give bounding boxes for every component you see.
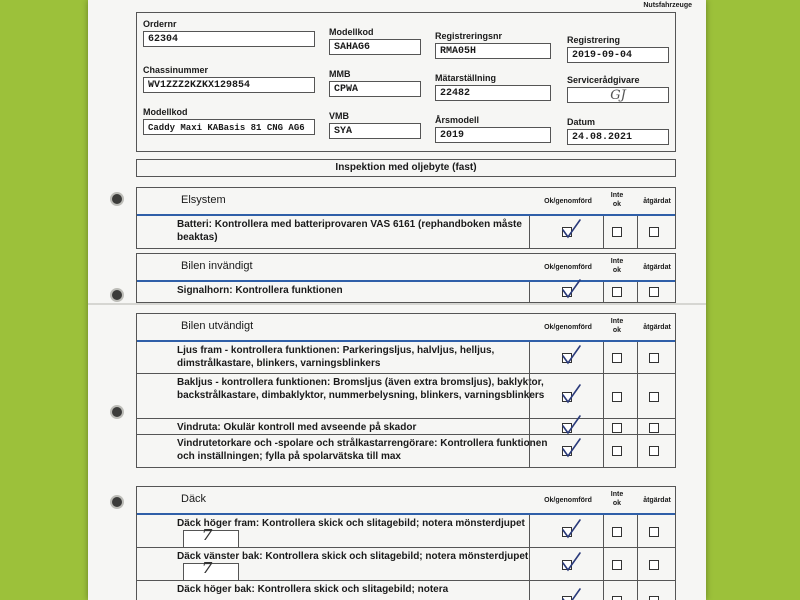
modellkod-top-field [329, 27, 421, 55]
section-title: Bilen utvändigt [181, 320, 254, 332]
checklist-row [137, 342, 675, 374]
fixed-checkbox[interactable] [649, 287, 659, 297]
field-value: CPWA [329, 81, 421, 97]
checklist-row [137, 282, 675, 302]
header-note: Nutsfahrzeuge [643, 2, 692, 9]
row-text [177, 550, 565, 581]
check-mark-icon [558, 218, 584, 240]
punch-hole [110, 288, 124, 302]
checklist-row [137, 419, 675, 435]
ordernr-field [143, 19, 315, 47]
check-mark-icon [558, 344, 584, 366]
fixed-checkbox[interactable] [649, 560, 659, 570]
field-label: MMB [329, 69, 351, 79]
checklist-row [137, 435, 675, 467]
row-description: Vindrutetorkare och -spolare och strålkastarrengörare: Kontrollera funktionen och inställningen; fylla på spolarvätska till max [177, 438, 548, 462]
cell-divider [529, 216, 530, 248]
cell-divider [637, 515, 638, 547]
column-header: Ok/genomförd [544, 264, 592, 271]
field-label: Modellkod [143, 107, 188, 117]
field-value: WV1ZZZ2KZKX129854 [143, 77, 315, 93]
field-label: Registrering [567, 35, 621, 45]
row-text [177, 344, 565, 370]
fixed-checkbox[interactable] [649, 423, 659, 433]
servicerad-field [567, 75, 669, 103]
section-header [137, 487, 675, 515]
section-1 [136, 253, 676, 303]
chassinummer-field [143, 65, 315, 93]
cell-divider [603, 282, 604, 302]
cell-divider [603, 374, 604, 418]
cell-divider [603, 419, 604, 434]
row-text [177, 437, 565, 463]
not-ok-checkbox[interactable] [612, 287, 622, 297]
vmb-field [329, 111, 421, 139]
cell-divider [637, 435, 638, 467]
inspection-title: Inspektion med oljebyte (fast) [136, 159, 676, 177]
column-header: Ok/genomförd [544, 324, 592, 331]
cell-divider [529, 282, 530, 302]
checklist-row [137, 548, 675, 581]
section-0 [136, 187, 676, 249]
cell-divider [637, 581, 638, 600]
tread-depth-value: 7 [202, 559, 213, 577]
row-description: Däck höger bak: Kontrollera skick och slitagebild; notera [177, 584, 449, 595]
cell-divider [529, 548, 530, 580]
cell-divider [529, 374, 530, 418]
field-value: Caddy Maxi KABasis 81 CNG AG6 [143, 119, 315, 135]
row-description: Bakljus - kontrollera funktionen: Bromsljus (även extra bromsljus), baklyktor, backstrålkastare, dimbaklyktor, nummerbelysning, blinkers, varningsblinkers [177, 377, 545, 401]
row-description: Signalhorn: Kontrollera funktionen [177, 285, 343, 296]
cell-divider [637, 342, 638, 373]
checklist-row [137, 216, 675, 248]
field-label: VMB [329, 111, 349, 121]
cell-divider [637, 282, 638, 302]
field-label: Chassinummer [143, 65, 209, 75]
field-label: Mätarställning [435, 73, 497, 83]
row-text [177, 583, 565, 596]
cell-divider [603, 342, 604, 373]
cell-divider [637, 374, 638, 418]
section-title: Elsystem [181, 194, 226, 206]
cell-divider [529, 435, 530, 467]
vehicle-info-box [136, 12, 676, 152]
checklist-row [137, 515, 675, 548]
column-header: åtgärdat [643, 497, 671, 504]
not-ok-checkbox[interactable] [612, 392, 622, 402]
field-label: Modellkod [329, 27, 374, 37]
not-ok-checkbox[interactable] [612, 353, 622, 363]
row-description: Däck vänster bak: Kontrollera skick och slitagebild; notera mönsterdjupet [177, 551, 529, 562]
column-header: Inte [610, 491, 624, 498]
field-value: 2019 [435, 127, 551, 143]
check-mark-icon [558, 518, 584, 540]
row-text [177, 376, 565, 402]
check-mark-icon [558, 414, 584, 436]
field-value: SAHAG6 [329, 39, 421, 55]
row-text [177, 284, 565, 297]
column-header: åtgärdat [643, 324, 671, 331]
section-2 [136, 313, 676, 468]
modellkod-field [143, 107, 315, 135]
column-header: Inte [610, 318, 624, 325]
signature-initials: GJ [567, 87, 669, 103]
cell-divider [603, 581, 604, 600]
row-description: Däck höger fram: Kontrollera skick och slitagebild; notera mönsterdjupet [177, 518, 525, 529]
fixed-checkbox[interactable] [649, 227, 659, 237]
field-label: Datum [567, 117, 596, 127]
field-label: Ordernr [143, 19, 177, 29]
punch-hole [110, 405, 124, 419]
cell-divider [529, 419, 530, 434]
row-description: Ljus fram - kontrollera funktionen: Parkeringsljus, halvljus, helljus, dimstrålkastare, blinkers, varningsblinkers [177, 345, 495, 369]
tread-depth-field[interactable] [183, 526, 239, 548]
row-text [177, 421, 565, 434]
paper-fold [88, 303, 706, 305]
datum-field [567, 117, 669, 145]
section-header [137, 314, 675, 342]
fixed-checkbox[interactable] [649, 446, 659, 456]
cell-divider [637, 548, 638, 580]
matarstallning-field [435, 73, 551, 101]
check-mark-icon [558, 437, 584, 459]
cell-divider [603, 515, 604, 547]
arsmodell-field [435, 115, 551, 143]
row-description: Vindruta: Okulär kontroll med avseende på skador [177, 422, 417, 433]
section-3 [136, 486, 676, 600]
cell-divider [637, 419, 638, 434]
not-ok-checkbox[interactable] [612, 446, 622, 456]
column-header: Inte [610, 258, 624, 265]
punch-hole [110, 495, 124, 509]
not-ok-checkbox[interactable] [612, 527, 622, 537]
column-header: Ok/genomförd [544, 497, 592, 504]
tread-depth-field[interactable] [183, 559, 239, 581]
inspection-form [88, 0, 706, 600]
field-label: Registreringsnr [435, 31, 503, 41]
field-value: RMA05H [435, 43, 551, 59]
field-value: 24.08.2021 [567, 129, 669, 145]
column-header: ok [612, 327, 622, 334]
fixed-checkbox[interactable] [649, 527, 659, 537]
column-header: ok [612, 500, 622, 507]
not-ok-checkbox[interactable] [612, 227, 622, 237]
not-ok-checkbox[interactable] [612, 423, 622, 433]
cell-divider [529, 342, 530, 373]
checklist-row [137, 374, 675, 419]
not-ok-checkbox[interactable] [612, 560, 622, 570]
row-text [177, 218, 565, 244]
fixed-checkbox[interactable] [649, 353, 659, 363]
column-header: åtgärdat [643, 264, 671, 271]
cell-divider [637, 216, 638, 248]
section-title: Däck [181, 493, 207, 505]
field-label: Årsmodell [435, 115, 480, 125]
field-value: 62304 [143, 31, 315, 47]
cell-divider [603, 548, 604, 580]
fixed-checkbox[interactable] [649, 392, 659, 402]
column-header: Inte [610, 192, 624, 199]
not-ok-checkbox[interactable] [612, 596, 622, 600]
punch-hole [110, 192, 124, 206]
cell-divider [529, 581, 530, 600]
row-text [177, 517, 565, 548]
tread-depth-value: 7 [202, 526, 213, 544]
check-mark-icon [558, 278, 584, 300]
column-header: ok [612, 267, 622, 274]
cell-divider [603, 216, 604, 248]
fixed-checkbox[interactable] [649, 596, 659, 600]
column-header: åtgärdat [643, 198, 671, 205]
check-mark-icon [558, 551, 584, 573]
check-mark-icon [558, 383, 584, 405]
checklist-row [137, 581, 675, 600]
field-value: 2019-09-04 [567, 47, 669, 63]
field-value: SYA [329, 123, 421, 139]
field-label: Servicerådgivare [567, 75, 640, 85]
row-description: Batteri: Kontrollera med batteriprovaren VAS 6161 (rephandboken måste beaktas) [177, 219, 522, 243]
column-header: Ok/genomförd [544, 198, 592, 205]
section-header [137, 254, 675, 282]
section-title: Bilen invändigt [181, 260, 253, 272]
check-mark-icon [558, 587, 584, 600]
cell-divider [529, 515, 530, 547]
registrering-field [567, 35, 669, 63]
section-header [137, 188, 675, 216]
column-header: ok [612, 201, 622, 208]
field-value: 22482 [435, 85, 551, 101]
cell-divider [603, 435, 604, 467]
mmb-field [329, 69, 421, 97]
registreringsnr-field [435, 31, 551, 59]
